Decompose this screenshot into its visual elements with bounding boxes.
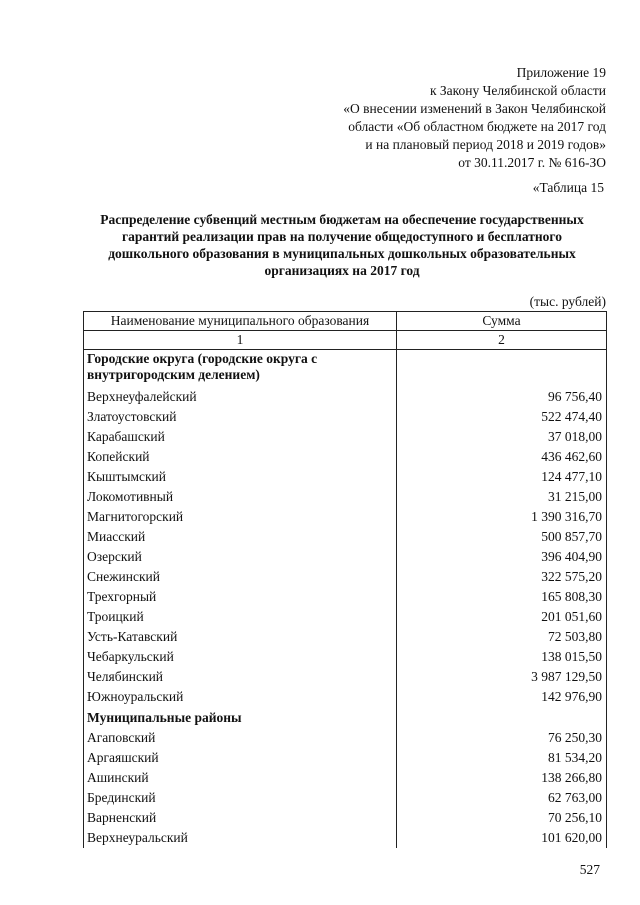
table-row xyxy=(84,587,607,607)
municipality-name: Кыштымский xyxy=(84,467,397,487)
table-row xyxy=(84,527,607,547)
appendix-line: от 30.11.2017 г. № 616-ЗО xyxy=(458,155,606,170)
table-label: «Таблица 15 xyxy=(532,180,604,195)
municipality-name: Трехгорный xyxy=(84,587,397,607)
section-title: Городские округа (городские округа с внутригородским делением) xyxy=(84,350,397,388)
subsidy-amount: 3 987 129,50 xyxy=(397,667,607,687)
table-row xyxy=(84,407,607,427)
municipality-name: Миасский xyxy=(84,527,397,547)
subsidy-amount: 322 575,20 xyxy=(397,567,607,587)
table-row xyxy=(84,487,607,507)
column-number: 1 xyxy=(84,331,397,350)
subsidy-amount: 142 976,90 xyxy=(397,687,607,707)
subsidy-amount: 31 215,00 xyxy=(397,487,607,507)
subsidy-amount: 70 256,10 xyxy=(397,808,607,828)
municipality-name: Верхнеуральский xyxy=(84,828,397,848)
subsidy-amount: 1 390 316,70 xyxy=(397,507,607,527)
municipality-name: Аргаяшский xyxy=(84,748,397,768)
table-row xyxy=(84,387,607,407)
subsidy-amount: 165 808,30 xyxy=(397,587,607,607)
municipality-name: Копейский xyxy=(84,447,397,467)
section-amount-empty xyxy=(397,707,607,728)
subsidy-amount: 101 620,00 xyxy=(397,828,607,848)
municipality-name: Локомотивный xyxy=(84,487,397,507)
municipality-name: Снежинский xyxy=(84,567,397,587)
subsidy-amount: 96 756,40 xyxy=(397,387,607,407)
municipality-name: Южноуральский xyxy=(84,687,397,707)
subsidy-amount: 201 051,60 xyxy=(397,607,607,627)
municipality-name: Чебаркульский xyxy=(84,647,397,667)
section-amount-empty xyxy=(397,350,607,388)
document-title: Распределение субвенций местным бюджетам на обеспечение государственных гарантий реализации прав на получение общедоступного и бесплатного дошкольного образования в муниципальных дошкольных образовательных организациях на 2017 год xyxy=(100,212,584,278)
subsidy-amount: 500 857,70 xyxy=(397,527,607,547)
table-row xyxy=(84,728,607,748)
subsidy-amount: 522 474,40 xyxy=(397,407,607,427)
header-name: Наименование муниципального образования xyxy=(84,312,397,331)
table-row xyxy=(84,507,607,527)
column-number: 2 xyxy=(397,331,607,350)
page-number: 527 xyxy=(579,862,600,877)
subsidy-amount: 138 266,80 xyxy=(397,768,607,788)
municipality-name: Челябинский xyxy=(84,667,397,687)
subsidy-amount: 436 462,60 xyxy=(397,447,607,467)
table-row xyxy=(84,687,607,707)
municipality-name: Варненский xyxy=(84,808,397,828)
table-row xyxy=(84,768,607,788)
appendix-line: области «Об областном бюджете на 2017 год xyxy=(348,119,606,134)
table-row xyxy=(84,467,607,487)
subsidy-amount: 72 503,80 xyxy=(397,627,607,647)
table-header-row xyxy=(84,312,607,331)
municipality-name: Троицкий xyxy=(84,607,397,627)
subsidy-amount: 62 763,00 xyxy=(397,788,607,808)
municipality-name: Златоустовский xyxy=(84,407,397,427)
table-row xyxy=(84,647,607,667)
table-row xyxy=(84,607,607,627)
table-row xyxy=(84,627,607,647)
subsidy-amount: 81 534,20 xyxy=(397,748,607,768)
units-label: (тыс. рублей) xyxy=(529,294,606,309)
table-row xyxy=(84,748,607,768)
table-row xyxy=(84,547,607,567)
municipality-name: Магнитогорский xyxy=(84,507,397,527)
appendix-header xyxy=(206,64,606,172)
municipality-name: Брединский xyxy=(84,788,397,808)
subsidy-amount: 37 018,00 xyxy=(397,427,607,447)
appendix-line: «О внесении изменений в Закон Челябинской xyxy=(343,101,606,116)
appendix-line: к Закону Челябинской области xyxy=(429,83,606,98)
appendix-line: Приложение 19 xyxy=(516,65,606,80)
municipality-name: Усть-Катавский xyxy=(84,627,397,647)
subsidy-amount: 396 404,90 xyxy=(397,547,607,567)
subsidy-amount: 124 477,10 xyxy=(397,467,607,487)
municipality-name: Ашинский xyxy=(84,768,397,788)
section-row xyxy=(84,707,607,728)
table-row xyxy=(84,808,607,828)
table-row xyxy=(84,427,607,447)
table-row xyxy=(84,447,607,467)
section-title: Муниципальные районы xyxy=(84,707,397,728)
municipality-name: Озерский xyxy=(84,547,397,567)
table-row xyxy=(84,667,607,687)
municipality-name: Агаповский xyxy=(84,728,397,748)
subsidy-amount: 76 250,30 xyxy=(397,728,607,748)
municipality-name: Карабашский xyxy=(84,427,397,447)
table-row xyxy=(84,828,607,848)
municipality-name: Верхнеуфалейский xyxy=(84,387,397,407)
table-row xyxy=(84,567,607,587)
subsidy-amount: 138 015,50 xyxy=(397,647,607,667)
section-row xyxy=(84,350,607,388)
subsidy-table xyxy=(83,311,607,848)
column-number-row xyxy=(84,331,607,350)
table-body xyxy=(84,331,607,849)
table-row xyxy=(84,788,607,808)
appendix-line: и на плановый период 2018 и 2019 годов» xyxy=(365,137,606,152)
header-sum: Сумма xyxy=(397,312,607,331)
